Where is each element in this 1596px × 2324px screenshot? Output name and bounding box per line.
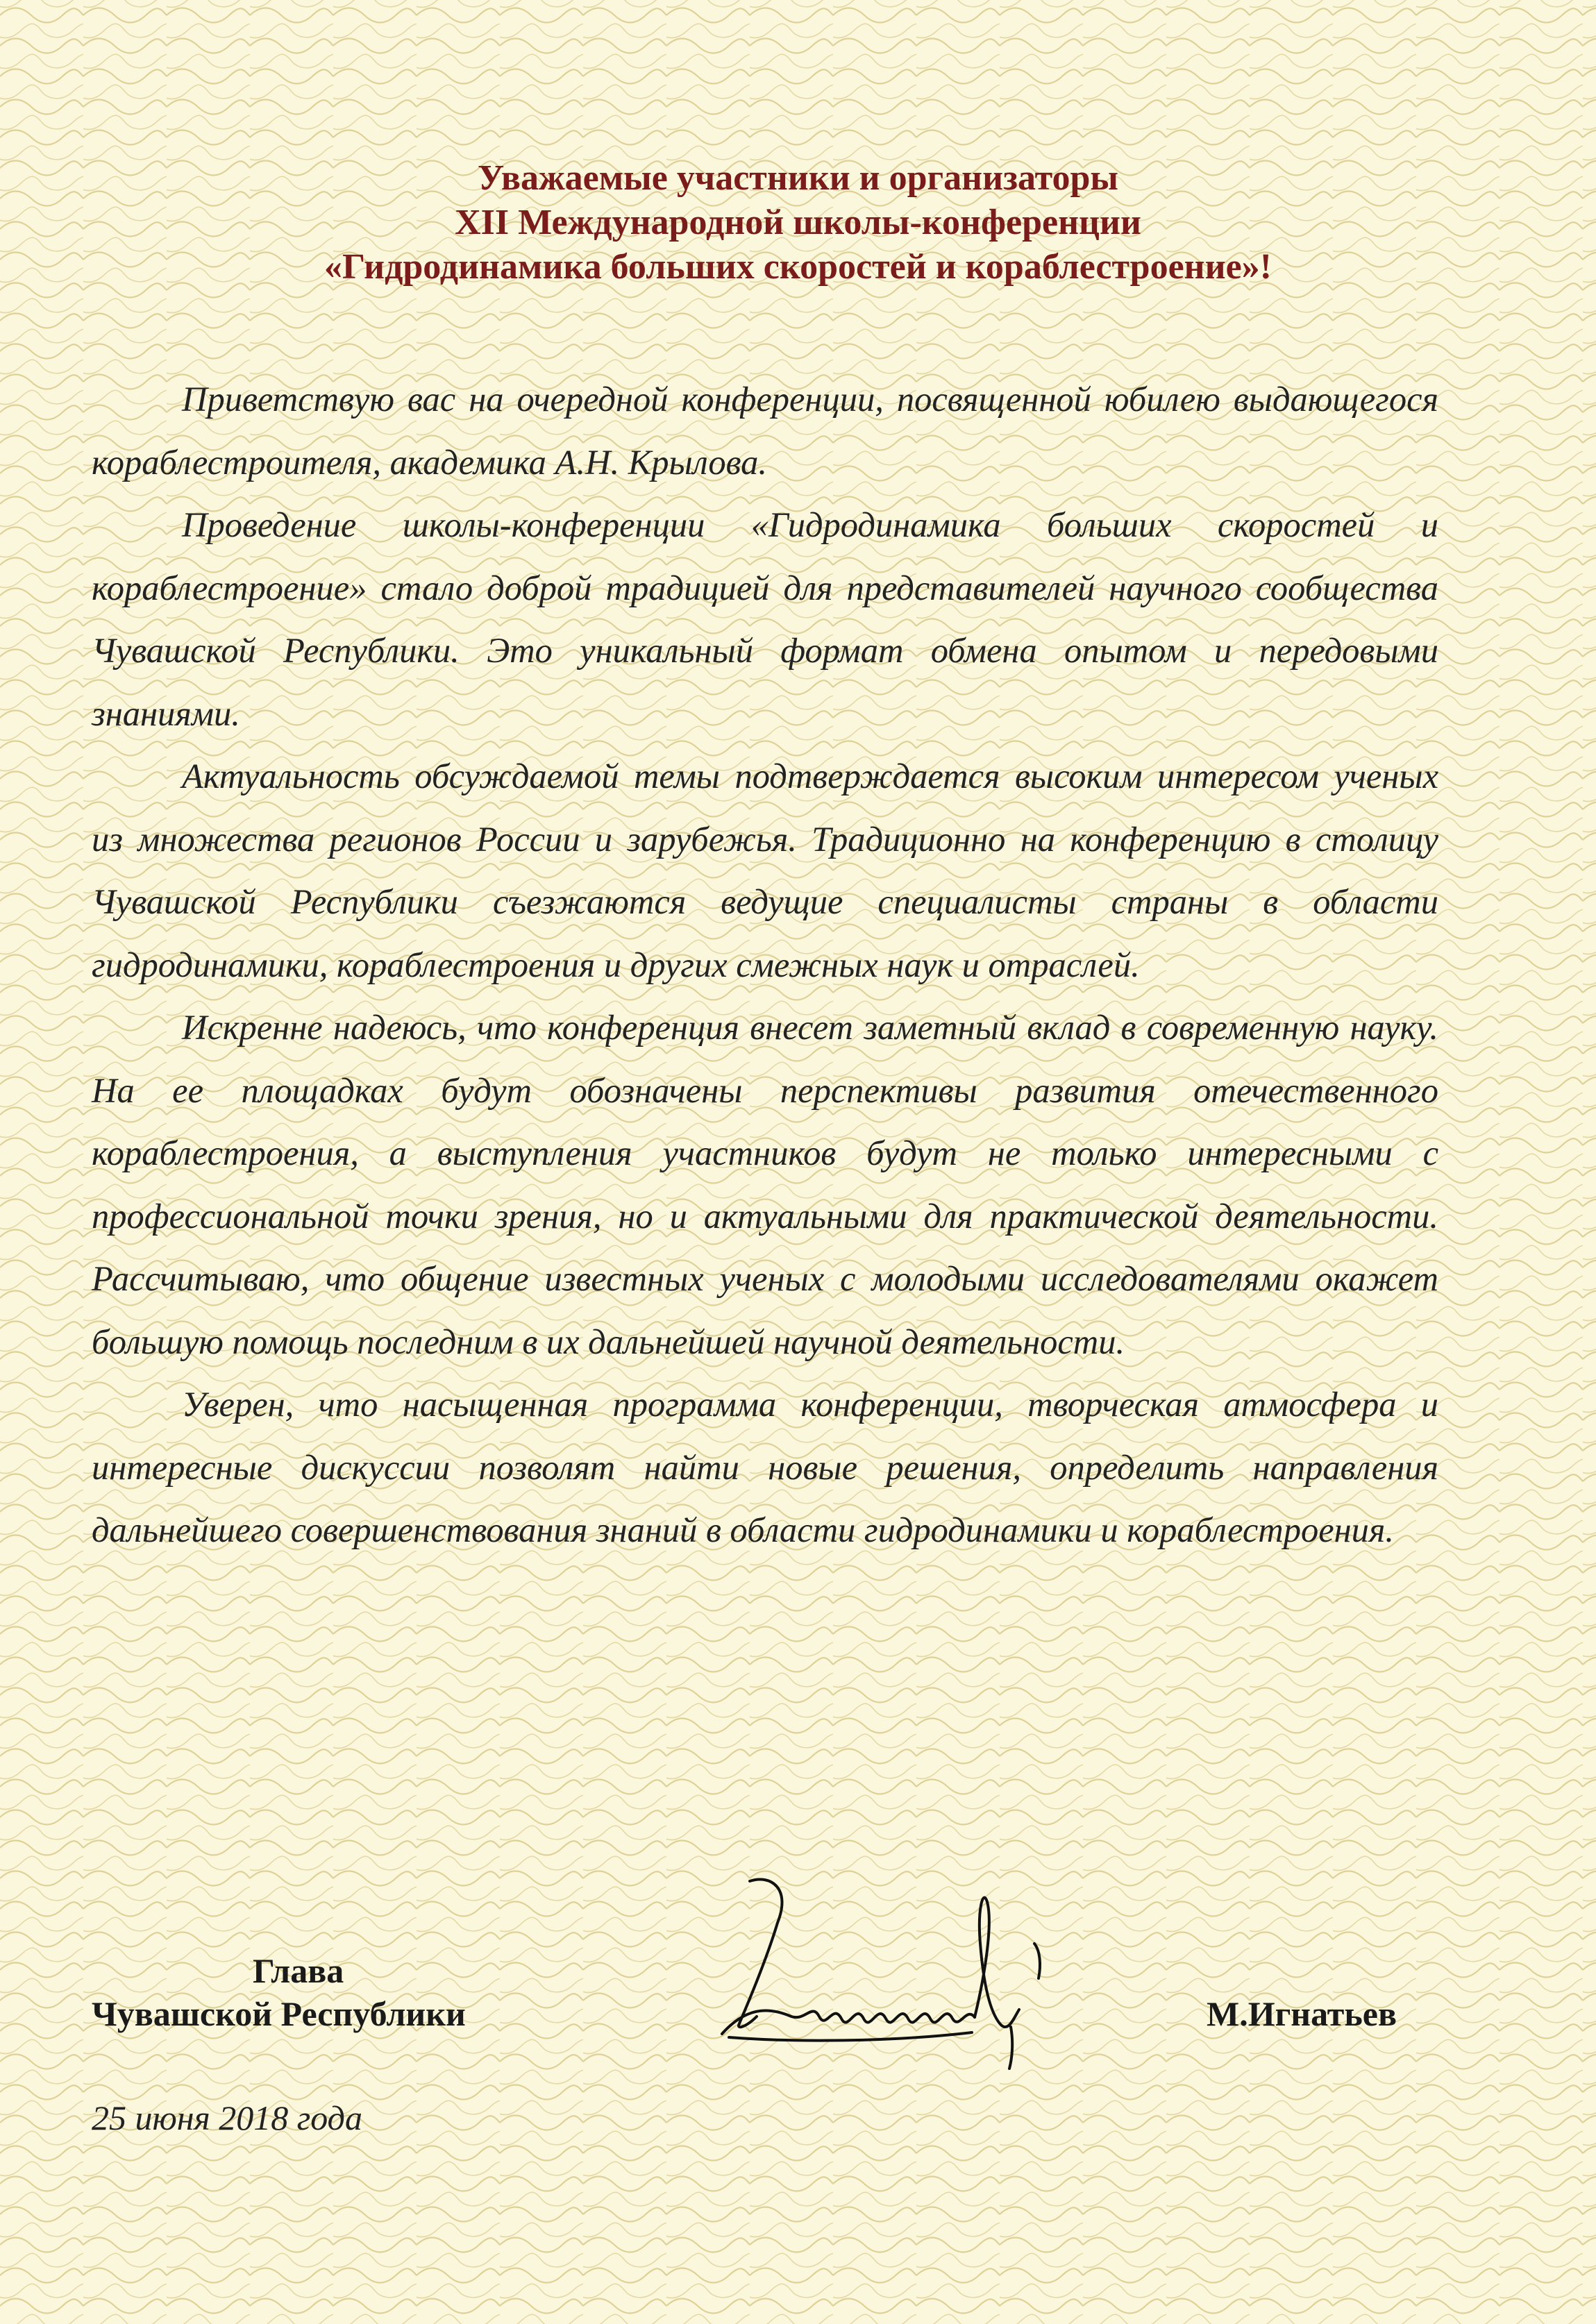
- heading-line-1: Уважаемые участники и организаторы: [478, 158, 1118, 198]
- heading-line-3: «Гидродинамика больших скоростей и кораблестроение»!: [324, 247, 1272, 287]
- position-line-1: Глава: [253, 1951, 344, 1990]
- paragraph: Приветствую вас на очередной конференции, посвященной юбилею выдающегося кораблестроителя, академика А.Н. Крылова.: [92, 380, 1438, 482]
- letter-body: [92, 368, 1438, 1562]
- letter-heading: [0, 156, 1596, 289]
- heading-line-2: XII Международной школы-конференции: [455, 203, 1141, 242]
- signature-icon: [708, 1860, 1069, 2082]
- letter-date: 25 июня 2018 года: [92, 2098, 362, 2137]
- signatory-name: М.Игнатьев: [1207, 1994, 1397, 2033]
- paragraph: Уверен, что насыщенная программа конференции, творческая атмосфера и интересные дискуссии позволят найти новые решения, определить направления дальнейшего совершенствования знаний в области гидродинамики и кораблестроения.: [92, 1385, 1438, 1549]
- signatory-position: [92, 1949, 466, 2035]
- paragraph: Актуальность обсуждаемой темы подтверждается высоким интересом ученых из множества регионов России и зарубежья. Традиционно на конференцию в столицу Чувашской Республики съезжаются ведущие специалисты страны в области гидродинамики, кораблестроения и других смежных наук и отраслей.: [92, 757, 1438, 984]
- paragraph: Искренне надеюсь, что конференция внесет заметный вклад в современную науку. На ее площадках будут обозначены перспективы развития отечественного кораблестроения, а выступления участников будут не только интересными с профессиональной точки зрения, но и актуальными для практической деятельности. Рассчитываю, что общение известных ученых с молодыми исследователями окажет большую помощь последним в их дальнейшей научной деятельности.: [92, 1008, 1438, 1361]
- paragraph: Проведение школы-конференции «Гидродинамика больших скоростей и кораблестроение» стало доброй традицией для представителей научного сообщества Чувашской Республики. Это уникальный формат обмена опытом и передовыми знаниями.: [92, 505, 1438, 733]
- position-line-2: Чувашской Республики: [92, 1994, 466, 2033]
